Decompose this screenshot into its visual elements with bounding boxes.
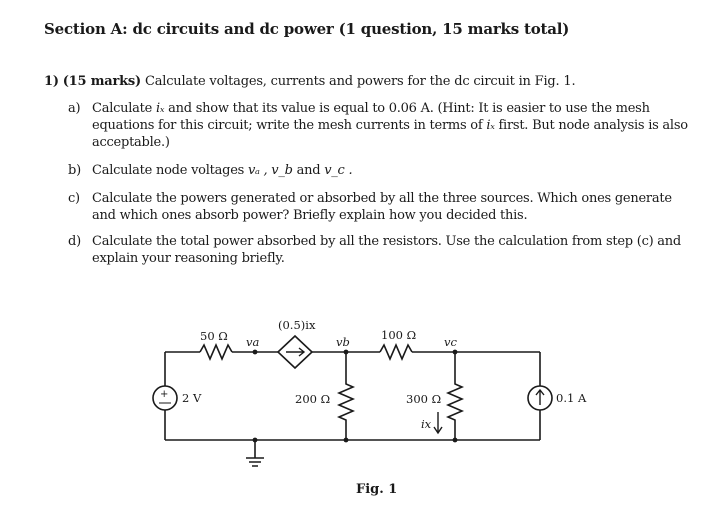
question-number: 1) xyxy=(44,74,59,89)
dep-source-label: (0.5)ix xyxy=(278,318,316,332)
node-va-dot xyxy=(253,350,258,355)
resistor-50-symbol xyxy=(200,345,232,359)
section-title: Section A: dc circuits and dc power (1 question, 15 marks total) xyxy=(44,20,570,38)
question-text: Calculate voltages, currents and powers for the dc circuit in Fig. 1. xyxy=(144,74,576,89)
part-d-text: Calculate the total power absorbed by all the resistors. Use the calculation from step (c) and explain your reasoning briefly. xyxy=(92,234,681,266)
resistor-200-symbol xyxy=(339,352,353,440)
vc-label: vc xyxy=(444,335,457,349)
ix-arrow-icon xyxy=(434,412,442,433)
question-marks: (15 marks) xyxy=(62,74,142,89)
r3-label: 200 Ω xyxy=(295,392,331,406)
vsource-label: 2 V xyxy=(182,391,202,405)
part-c-label: c) xyxy=(68,191,80,206)
part-c-text: Calculate the powers generated or absorbed by all the three sources. Which ones generate and which ones absorb power? Briefly explain how you decided this. xyxy=(92,191,672,223)
vb-label: vb xyxy=(336,335,350,349)
node-vb-dot xyxy=(344,350,349,355)
node-ground-dot xyxy=(253,438,258,443)
r1-label: 50 Ω xyxy=(200,329,228,343)
ix-label: ix xyxy=(421,417,432,431)
figure-caption: Fig. 1 xyxy=(356,482,398,497)
part-a-text: Calculate iₓ and show that its value is equal to 0.06 A. (Hint: It is easier to use the mesh equations for this circuit; write the mesh currents in terms of iₓ first. But node analysis is also acceptable.) xyxy=(92,101,688,150)
ground-icon xyxy=(246,458,264,466)
r4-label: 300 Ω xyxy=(406,392,442,406)
va-label: va xyxy=(246,335,260,349)
dependent-source-arrow-icon xyxy=(286,348,304,356)
r2-label: 100 Ω xyxy=(381,328,417,342)
resistor-300-symbol xyxy=(448,352,462,440)
resistor-100-symbol xyxy=(380,345,412,359)
part-a-label: a) xyxy=(68,101,81,116)
part-d-label: d) xyxy=(68,234,81,249)
part-b-text: Calculate node voltages vₐ , v_b and v_c . xyxy=(92,163,353,178)
node-bottom-dot-1 xyxy=(344,438,349,443)
voltage-source-plus: + xyxy=(160,389,169,400)
part-b-label: b) xyxy=(68,163,81,178)
node-vc-dot xyxy=(453,350,458,355)
isource-label: 0.1 A xyxy=(556,391,587,405)
node-bottom-dot-2 xyxy=(453,438,458,443)
